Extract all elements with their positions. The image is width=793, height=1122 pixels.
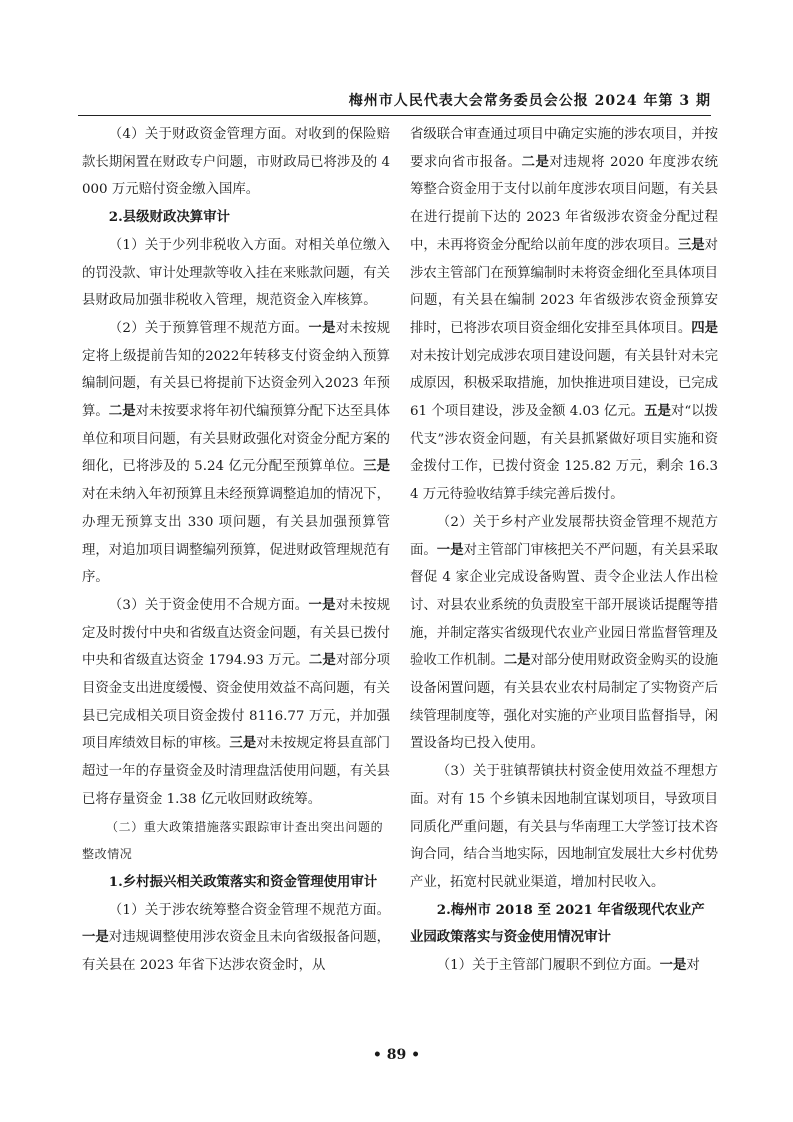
section-heading: 2.县级财政决算审计 [108,209,230,226]
journal-header: 梅州市人民代表大会常务委员会公报 2024 年第 3 期 [348,93,711,109]
bold-marker: 一是 [659,957,687,974]
text-run: 对未按规定将县直部门超过一年的存量资金及时清理盘活使用问题，有关县已将存量资金 1.38 亿元收回财政统筹。 [82,736,391,807]
bold-marker: 一是 [308,319,336,336]
paragraph: （3）关于驻镇帮镇扶村资金使用效益不理想方面。对有 15 个乡镇未因地制宜谋划项目，导致项目同质化严重问题，有关县与华南理工大学签订技术咨询合同，结合当地实际，因地制宜发展壮大乡村优势产业，拓宽村民就业渠道，增加村民收入。 [410,764,718,890]
paragraph [82,315,390,592]
subsection-heading: （二）重大政策措施落实跟踪审计查出突出问题的整改情况 [82,819,384,862]
paragraph [410,121,718,509]
text-run: 对涉农主管部门在预算编制时未将资金细化至具体项目问题，有关县在编制 2023 年省级涉农资金预算安排时，已将涉农项目资金细化安排至具体项目。 [410,237,719,336]
paragraph: （1）关于少列非税收入方面。对相关单位缴入的罚没款、审计处理款等收入挂在来账款问题，有关县财政局加强非税收入管理，规范资金入库核算。 [82,237,390,309]
text-run: 对未按规定及时拨付中央和省级直达资金问题，有关县已拨付中央和省级直达资金 1794.93 万元。 [82,597,391,669]
text-run: 对在未纳入年初预算且未经预算调整追加的情况下，办理无预算支出 330 项问题，有关县加强预算管理，对追加项目调整编列预算，促进财政管理规范有序。 [82,487,390,586]
text-run: 对未按要求将年初代编预算分配下达至具体单位和项目问题，有关县财政强化对资金分配方案的细化，已将涉及的 5.24 亿元分配至预算单位。 [82,404,391,475]
bold-marker: 三是 [677,236,705,253]
bold-marker: 三是 [229,735,257,752]
text-run: （1）关于主管部门履职不到位方面。 [436,958,660,974]
bold-marker: 二是 [308,652,336,669]
header-rule [78,115,711,116]
page-number: • 89 • [372,1047,421,1063]
section-heading: 2.梅州市 2018 至 2021 年省级现代农业产业园政策落实与资金使用情况审计 [410,901,705,946]
text-run: 对违规调整使用涉农资金且未向省级报备问题，有关县在 2023 年省下达涉农资金时，从 [82,930,391,974]
text-run: 对“以拨代支”涉农资金问题，有关县抓紧做好项目实施和资金拨付工作，已拨付资金 125.82 万元，剩余 16.34 万元待验收结算手续完善后拨付。 [410,404,718,503]
text-run: 对 [686,958,700,974]
bold-marker: 一是 [82,929,109,946]
bold-marker: 二是 [108,403,136,420]
bold-marker: 二是 [521,153,550,170]
left-column [82,121,390,980]
paragraph [82,897,390,980]
text-run: （1）关于涉农统筹整合资金管理不规范方面。 [108,902,390,918]
bold-marker: 三是 [363,458,391,475]
bold-marker: 一是 [308,596,336,613]
text-run: 对部分项目资金支出进度缓慢、资金使用效益不高问题，有关县已完成相关项目资金拨付 8116.77 万元，并加强项目库绩效目标的审核。 [82,653,391,752]
paragraph [410,952,718,980]
text-run: 对未按计划完成涉农项目建设问题，有关县针对未完成原因，积极采取措施，加快推进项目建设，已完成 61 个项目建设，涉及金额 4.03 亿元。 [410,348,718,420]
bold-marker: 五是 [644,403,671,420]
bold-marker: 四是 [691,319,719,336]
text-run: 对未按规定将上级提前告知的2022年转移支付资金纳入预算编制问题，有关县已将提前下达资金列入2023 年预算。 [82,320,391,420]
paragraph [82,592,390,814]
text-run: 省级联合审查通过项目中确定实施的涉农项目，并按要求向省市报备。 [410,127,718,170]
text-run: （2）关于乡村产业发展帮扶资金管理不规范方面。 [410,514,718,558]
bold-marker: 一是 [436,541,464,558]
paragraph: （4）关于财政资金管理方面。对收到的保险赔款长期闲置在财政专户问题，市财政局已将涉及的 4000 万元赔付资金缴入国库。 [82,127,390,198]
bold-marker: 二是 [503,652,531,669]
paragraph [410,509,718,758]
section-heading: 1.乡村振兴相关政策落实和资金管理使用审计 [108,873,378,890]
text-run: 对部分使用财政资金购买的设施设备闲置问题，有关县农业农村局制定了实物资产后续管理制度等，强化对实施的产业项目监督指导，闲置设备均已投入使用。 [410,653,719,752]
right-column [410,121,718,980]
text-run: 对主管部门审核把关不严问题，有关县采取督促 4 家企业完成设备购置、责令企业法人作出检讨、对县农业系统的负责股室干部开展谈话提醒等措施，并制定落实省级现代农业产业园日常监督管理及验收工作机制。 [410,542,719,669]
text-run: （2）关于预算管理不规范方面。 [108,320,309,336]
text-run: （3）关于资金使用不合规方面。 [108,597,309,613]
text-run: 对违规将 2020 年度涉农统筹整合资金用于支付以前年度涉农项目问题，有关县在进行提前下达的 2023 年省级涉农资金分配过程中，未再将资金分配给以前年度的涉农项目。 [410,154,719,253]
